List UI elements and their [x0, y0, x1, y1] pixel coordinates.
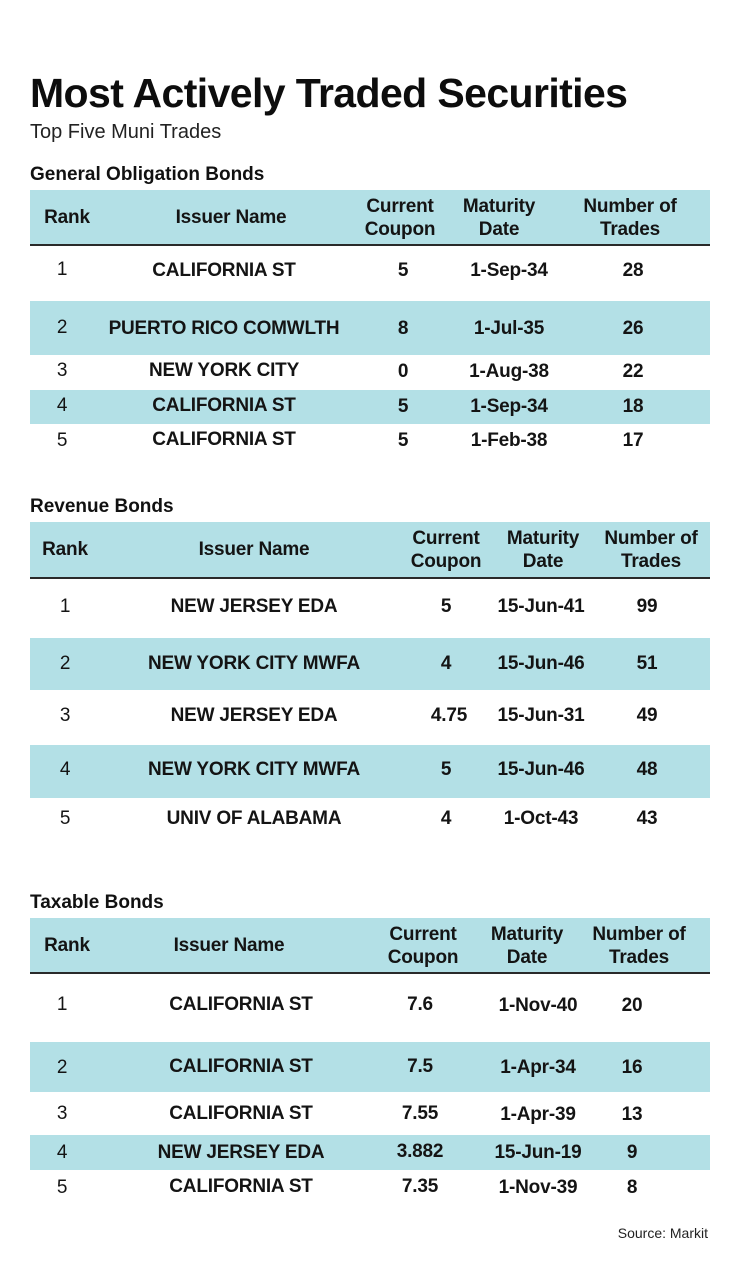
cell-maturity: 15-Jun-46	[497, 759, 585, 780]
cell-issuer: CALIFORNIA ST	[152, 395, 296, 416]
cell-issuer: CALIFORNIA ST	[169, 994, 313, 1015]
header-trades-line1: Number of	[583, 196, 677, 217]
cell-coupon: 7.55	[401, 1103, 439, 1124]
cell-trades: 48	[636, 759, 658, 780]
source-note: Source: Markit	[617, 1225, 708, 1241]
cell-rank: 5	[56, 1177, 68, 1198]
cell-trades: 18	[622, 396, 644, 417]
cell-coupon: 5	[397, 396, 409, 417]
cell-maturity: 1-Sep-34	[470, 396, 548, 417]
cell-coupon: 5	[440, 596, 452, 617]
cell-maturity: 1-Aug-38	[469, 361, 549, 382]
general-obligation-table	[30, 190, 710, 460]
cell-issuer: NEW JERSEY EDA	[157, 1142, 325, 1163]
cell-trades: 9	[626, 1142, 638, 1163]
header-maturity-line1: Maturity	[462, 196, 536, 217]
cell-coupon: 5	[397, 260, 409, 281]
cell-trades: 17	[622, 430, 644, 451]
header-maturity-line1: Maturity	[490, 924, 564, 945]
cell-rank: 1	[59, 596, 71, 617]
cell-coupon: 7.35	[401, 1176, 439, 1197]
cell-issuer: CALIFORNIA ST	[152, 429, 296, 450]
cell-coupon: 4.75	[430, 705, 468, 726]
cell-coupon: 4	[440, 808, 452, 829]
section-title-general-obligation: General Obligation Bonds	[30, 164, 265, 185]
cell-trades: 49	[636, 705, 658, 726]
cell-maturity: 1-Oct-43	[503, 808, 579, 829]
header-maturity-line1: Maturity	[506, 528, 580, 549]
header-coupon-line1: Current	[366, 196, 434, 217]
cell-trades: 20	[621, 995, 643, 1016]
header-rank: Rank	[44, 935, 90, 956]
cell-trades: 99	[636, 596, 658, 617]
cell-coupon: 4	[440, 653, 452, 674]
row-band	[30, 390, 710, 424]
page-subtitle: Top Five Muni Trades	[30, 121, 222, 143]
cell-coupon: 8	[397, 318, 409, 339]
cell-trades: 43	[636, 808, 658, 829]
header-trades-line2: Trades	[620, 551, 682, 572]
cell-rank: 1	[56, 994, 68, 1015]
row-band	[30, 1042, 710, 1092]
cell-coupon: 7.6	[407, 994, 433, 1015]
header-maturity-line2: Date	[522, 551, 564, 572]
cell-maturity: 1-Nov-40	[498, 995, 578, 1016]
cell-coupon: 5	[440, 759, 452, 780]
cell-issuer: CALIFORNIA ST	[169, 1056, 313, 1077]
header-rank: Rank	[44, 207, 90, 228]
cell-trades: 28	[622, 260, 644, 281]
header-trades-line2: Trades	[608, 947, 670, 968]
row-band	[30, 638, 710, 690]
cell-maturity: 1-Jul-35	[473, 318, 545, 339]
header-coupon-line1: Current	[412, 528, 480, 549]
header-coupon-line1: Current	[389, 924, 457, 945]
cell-issuer: CALIFORNIA ST	[152, 260, 296, 281]
header-coupon-line2: Coupon	[364, 219, 436, 240]
cell-maturity: 15-Jun-41	[497, 596, 585, 617]
header-issuer: Issuer Name	[198, 539, 310, 560]
cell-issuer: CALIFORNIA ST	[169, 1103, 313, 1124]
cell-maturity: 1-Feb-38	[470, 430, 548, 451]
cell-trades: 8	[626, 1177, 638, 1198]
cell-coupon: 5	[397, 430, 409, 451]
header-rank: Rank	[42, 539, 88, 560]
cell-trades: 22	[622, 361, 644, 382]
row-band	[30, 1135, 710, 1170]
cell-rank: 3	[56, 360, 68, 381]
cell-rank: 1	[56, 259, 68, 280]
row-band	[30, 745, 710, 798]
cell-rank: 3	[59, 705, 71, 726]
section-title-revenue: Revenue Bonds	[30, 496, 174, 517]
header-trades-line2: Trades	[599, 219, 661, 240]
cell-maturity: 1-Apr-39	[500, 1104, 576, 1125]
cell-issuer: UNIV OF ALABAMA	[166, 808, 342, 829]
cell-maturity: 1-Nov-39	[498, 1177, 578, 1198]
cell-issuer: NEW JERSEY EDA	[170, 596, 338, 617]
cell-maturity: 15-Jun-46	[497, 653, 585, 674]
cell-rank: 5	[56, 430, 68, 451]
cell-rank: 4	[59, 759, 71, 780]
cell-issuer: CALIFORNIA ST	[169, 1176, 313, 1197]
header-issuer: Issuer Name	[175, 207, 287, 228]
cell-trades: 51	[636, 653, 658, 674]
cell-issuer: PUERTO RICO COMWLTH	[108, 318, 340, 339]
header-maturity-line2: Date	[478, 219, 520, 240]
cell-maturity: 15-Jun-31	[497, 705, 585, 726]
section-title-taxable: Taxable Bonds	[30, 892, 164, 913]
cell-trades: 13	[621, 1104, 643, 1125]
cell-maturity: 15-Jun-19	[494, 1142, 582, 1163]
cell-coupon: 3.882	[396, 1141, 444, 1162]
cell-issuer: NEW YORK CITY	[148, 360, 300, 381]
cell-rank: 2	[59, 653, 71, 674]
revenue-bonds-table	[30, 522, 710, 842]
header-trades-line1: Number of	[604, 528, 698, 549]
cell-maturity: 1-Sep-34	[470, 260, 548, 281]
cell-rank: 3	[56, 1103, 68, 1124]
cell-rank: 2	[56, 1057, 68, 1078]
cell-rank: 4	[56, 395, 68, 416]
header-trades-line1: Number of	[592, 924, 686, 945]
cell-rank: 4	[56, 1142, 68, 1163]
cell-rank: 2	[56, 317, 68, 338]
cell-trades: 16	[621, 1057, 643, 1078]
cell-maturity: 1-Apr-34	[500, 1057, 576, 1078]
cell-rank: 5	[59, 808, 71, 829]
header-maturity-line2: Date	[506, 947, 548, 968]
header-issuer: Issuer Name	[173, 935, 285, 956]
cell-trades: 26	[622, 318, 644, 339]
header-coupon-line2: Coupon	[410, 551, 482, 572]
cell-issuer: NEW YORK CITY MWFA	[147, 759, 361, 780]
cell-issuer: NEW JERSEY EDA	[170, 705, 338, 726]
cell-issuer: NEW YORK CITY MWFA	[147, 653, 361, 674]
taxable-bonds-table	[30, 918, 710, 1208]
cell-coupon: 7.5	[407, 1056, 433, 1077]
page-title: Most Actively Traded Securities	[30, 70, 628, 116]
cell-coupon: 0	[397, 361, 409, 382]
header-coupon-line2: Coupon	[387, 947, 459, 968]
